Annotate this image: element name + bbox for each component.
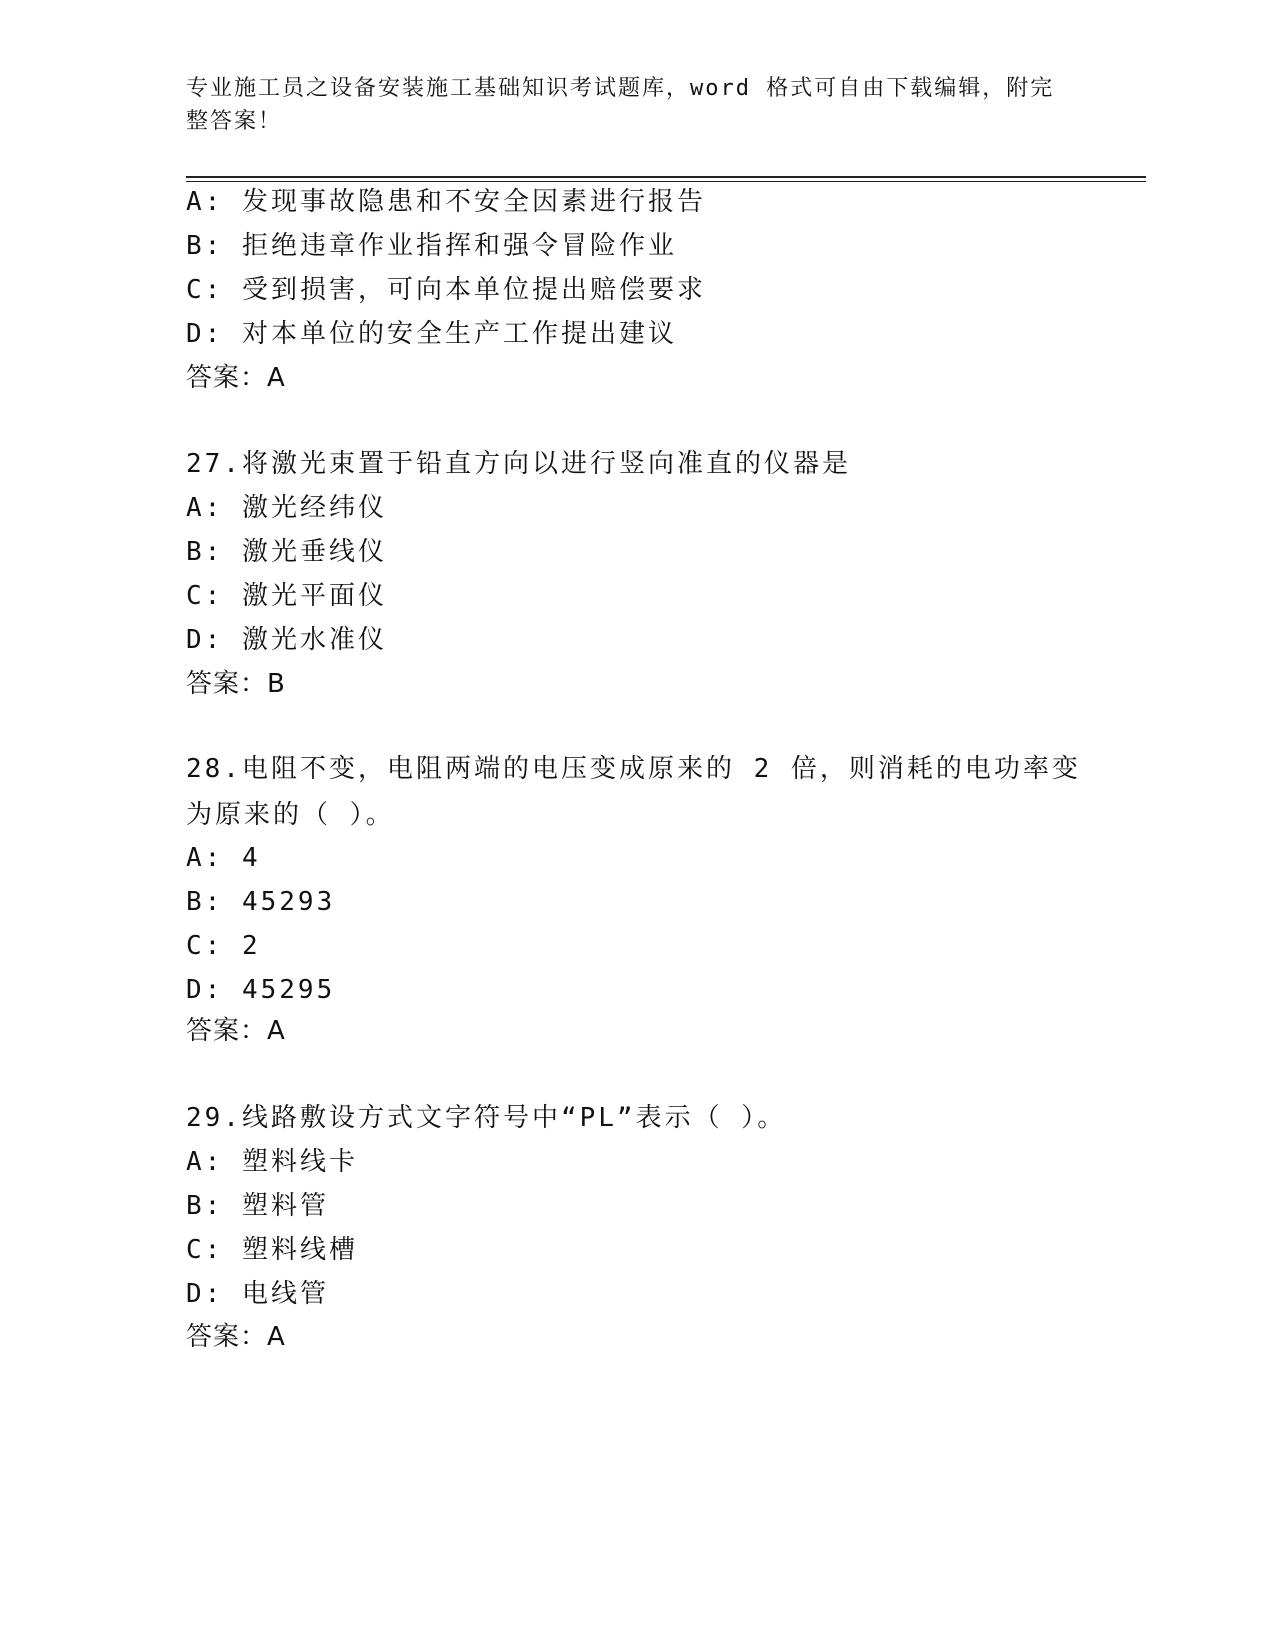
q28-option-a: A: 4 <box>186 843 261 873</box>
document-header: 专业施工员之设备安装施工基础知识考试题库，word 格式可自由下载编辑，附完整答案！ <box>186 76 1055 134</box>
header-divider-thin <box>186 181 1146 182</box>
q27-option-c: C: 激光平面仪 <box>186 581 387 611</box>
q26-option-a: A: 发现事故隐患和不安全因素进行报告 <box>186 187 706 217</box>
q29-answer: 答案：A <box>186 1322 286 1352</box>
q26-answer: 答案：A <box>186 363 286 393</box>
header-divider <box>186 176 1146 178</box>
q26-option-c: C: 受到损害，可向本单位提出赔偿要求 <box>186 275 706 305</box>
q28-question: 28.电阻不变，电阻两端的电压变成原来的 2 倍，则消耗的电功率变为原来的（ ）。 <box>186 754 1081 830</box>
q26-option-d: D: 对本单位的安全生产工作提出建议 <box>186 319 677 349</box>
q29-option-d: D: 电线管 <box>186 1279 329 1309</box>
q29-option-b: B: 塑料管 <box>186 1191 329 1221</box>
q27-option-b: B: 激光垂线仪 <box>186 537 387 567</box>
q28-option-d: D: 45295 <box>186 975 336 1005</box>
q27-question: 27.将激光束置于铅直方向以进行竖向准直的仪器是 <box>186 449 851 479</box>
q27-option-a: A: 激光经纬仪 <box>186 493 387 523</box>
q29-option-c: C: 塑料线槽 <box>186 1235 358 1265</box>
q28-option-c: C: 2 <box>186 931 261 961</box>
q27-answer: 答案：B <box>186 669 286 699</box>
q29-question: 29.线路敷设方式文字符号中“PL”表示（ ）。 <box>186 1103 787 1133</box>
q27-option-d: D: 激光水准仪 <box>186 625 387 655</box>
q26-option-b: B: 拒绝违章作业指挥和强令冒险作业 <box>186 231 677 261</box>
q28-option-b: B: 45293 <box>186 887 336 917</box>
q29-option-a: A: 塑料线卡 <box>186 1147 358 1177</box>
q28-answer: 答案：A <box>186 1016 286 1046</box>
